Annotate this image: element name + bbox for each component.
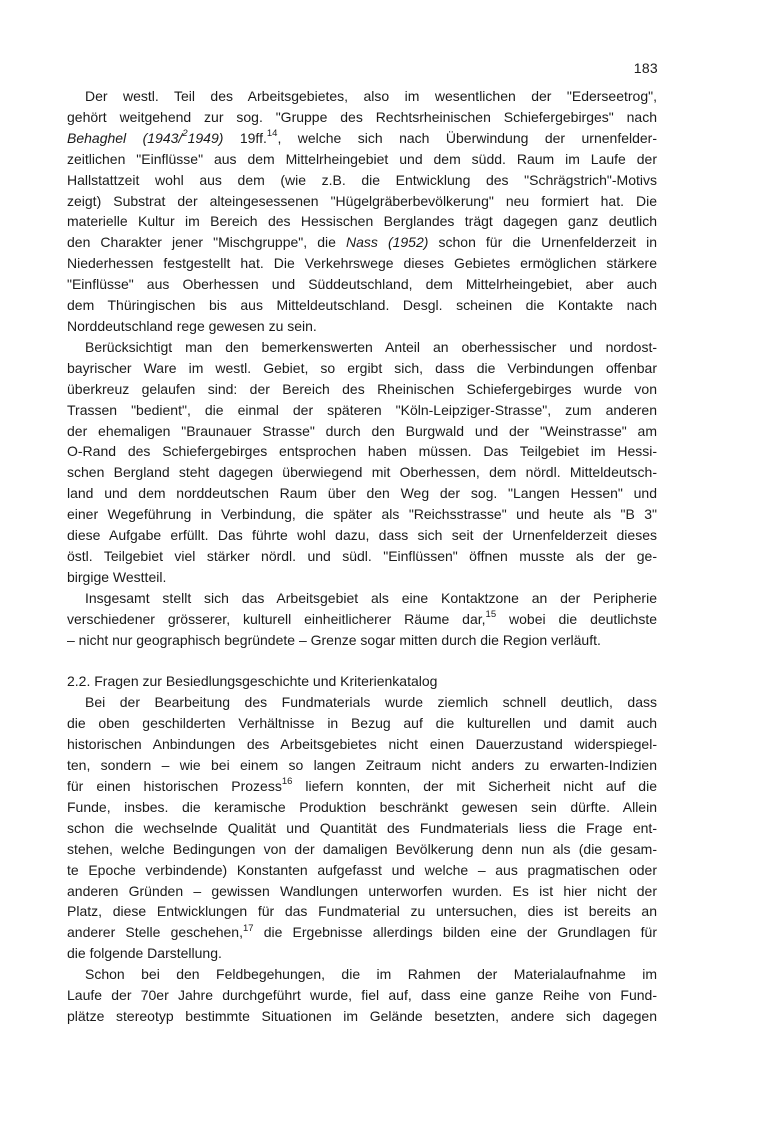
footnote-marker: 15: [485, 609, 497, 620]
body-text: [67, 86, 657, 1027]
text-line: Schon bei den Feldbegehungen, die im Rahmen der Materialaufnahme im: [85, 966, 657, 983]
text-line: gehört weitgehend zur sog. "Gruppe des Rechtsrheinischen Schiefergebirges" nach: [67, 108, 657, 125]
text-line: Trassen "bedient", die einmal der späteren "Köln-Leipziger-Strasse", zum anderen: [67, 401, 657, 418]
text-line: die folgende Darstellung.: [67, 945, 222, 962]
text-line: Norddeutschland rege gewesen zu sein.: [67, 317, 317, 334]
text-line: Funde, insbes. die keramische Produktion beschränkt gewesen sein dürfte. Allein: [67, 798, 657, 815]
text-line: überkreuz gelaufen sind: der Bereich des Rheinischen Schiefergebirges wurde von: [67, 380, 657, 397]
text-line: anderer Stelle geschehen,$^{17}$ die Ergebnisse allerdings bilden eine der Grundlagen für: [67, 922, 657, 941]
text-line: land und dem norddeutschen Raum über den Weg der sog. "Langen Hessen" und: [67, 485, 657, 502]
text-line: te Epoche verbindende) Konstanten aufgefasst und welche – aus pragmatischen oder: [67, 861, 657, 878]
footnote-marker: 16: [281, 776, 293, 788]
text-line: die oben geschilderten Verhältnisse in Bezug auf die kulturellen und damit auch: [67, 715, 657, 732]
text-line: plätze stereotyp bestimmte Situationen im Gelände besetzten, andere sich dagegen: [67, 1007, 657, 1024]
text-line: östl. Teilgebiet viel stärker nördl. und südl. "Einflüssen" öffnen musste als der ge-: [67, 547, 657, 564]
text-line: schen Bergland steht dagegen überwiegend mit Oberhessen, dem nördl. Mitteldeutsch-: [67, 464, 657, 481]
text-line: Berücksichtigt man den bemerkenswerten Anteil an oberhessischer und nordost-: [85, 338, 657, 355]
text-line: verschiedener grösserer, kulturell einheitlicherer Räume dar,$^{15}$ wobei die deutlichste: [67, 609, 657, 627]
text-line: stehen, welche Bedingungen von der damaligen Bevölkerung denn nun als (die gesam-: [67, 840, 657, 857]
section-heading: 2.2. Fragen zur Besiedlungsgeschichte und Kriterienkatalog: [67, 673, 438, 690]
text-line: Platz, diese Entwicklungen für das Fundmaterial zu untersuchen, dies ist bereits an: [67, 903, 657, 920]
text-line: Laufe der 70er Jahre durchgeführt wurde, fiel auf, dass eine ganze Reihe von Fund-: [67, 987, 657, 1004]
text-line: schon die wechselnde Qualität und Quantität des Fundmaterials liess die Frage ent-: [67, 819, 657, 836]
text-line: den Charakter jener "Mischgruppe", die Nass (1952) schon für die Urnenfelderzeit in: [67, 234, 657, 251]
text-line: zeitlichen "Einflüsse" aus dem Mittelrheingebiet und dem südd. Raum im Laufe der: [67, 150, 657, 167]
footnote-marker: 14: [266, 128, 278, 140]
text-line: Behaghel (1943/$^2$1949) 19ff.$^{14}$, welche sich nach Überwindung der urnenfelder-: [67, 128, 657, 146]
text-line: bayrischer Ware im westl. Gebiet, so ergibt sich, dass die Verbindungen offenbar: [67, 359, 657, 376]
text-line: – nicht nur geographisch begründete – Grenze sogar mitten durch die Region verläuft.: [67, 631, 601, 648]
text-line: diese Aufgabe erfüllt. Das führte wohl dazu, dass sich seit der Urnenfelderzeit dieses: [67, 527, 657, 544]
text-line: "Einflüsse" aus Oberhessen und Süddeutschland, dem Mittelrheingebiet, aber auch: [67, 276, 657, 293]
text-line: ten, sondern – wie bei einem so langen Zeitraum nicht anders zu erwarten-Indizien: [67, 757, 657, 774]
text-line: Bei der Bearbeitung des Fundmaterials wurde ziemlich schnell deutlich, dass: [85, 694, 657, 711]
text-line: historischen Anbindungen des Arbeitsgebietes nicht einen Dauerzustand widerspiegel-: [67, 736, 657, 753]
text-line: materielle Kultur im Bereich des Hessischen Berglandes trägt dagegen ganz deutlich: [67, 213, 657, 230]
footnote-marker: 2: [182, 128, 188, 140]
text-line: anderen Gründen – gewissen Wandlungen unterworfen wurden. Es ist hier nicht der: [67, 882, 657, 899]
page-number: 183: [633, 60, 658, 76]
text-line: einer Wegeführung in Verbindung, die später als "Reichsstrasse" und heute als "B 3": [67, 506, 657, 523]
text-line: Insgesamt stellt sich das Arbeitsgebiet als eine Kontaktzone an der Peripherie: [85, 589, 657, 606]
text-line: zeigt) Substrat der alteingesessenen "Hügelgräberbevölkerung" neu formiert hat. Die: [67, 192, 657, 209]
text-line: Hallstattzeit wohl aus dem (wie z.B. die Entwicklung des "Schrägstrich"-Motivs: [67, 171, 657, 188]
footnote-marker: 17: [242, 922, 254, 934]
text-line: Der westl. Teil des Arbeitsgebietes, also im wesentlichen der "Ederseetrog",: [85, 88, 657, 104]
text-line: Niederhessen festgestellt hat. Die Verkehrswege dieses Gebietes ermöglichen stärkere: [67, 255, 657, 272]
text-line: birgige Westteil.: [67, 568, 167, 585]
text-line: der ehemaligen "Braunauer Strasse" durch den Burgwald und der "Weinstrasse" am: [67, 422, 657, 439]
text-line: O-Rand des Schiefergebirges entsprochen haben müssen. Das Teilgebiet im Hessi-: [67, 443, 657, 460]
text-line: für einen historischen Prozess$^{16}$ liefern konnten, der mit Sicherheit nicht auf die: [67, 776, 657, 794]
text-line: dem Thüringischen bis aus Mitteldeutschland. Desgl. scheinen die Kontakte nach: [67, 297, 657, 314]
